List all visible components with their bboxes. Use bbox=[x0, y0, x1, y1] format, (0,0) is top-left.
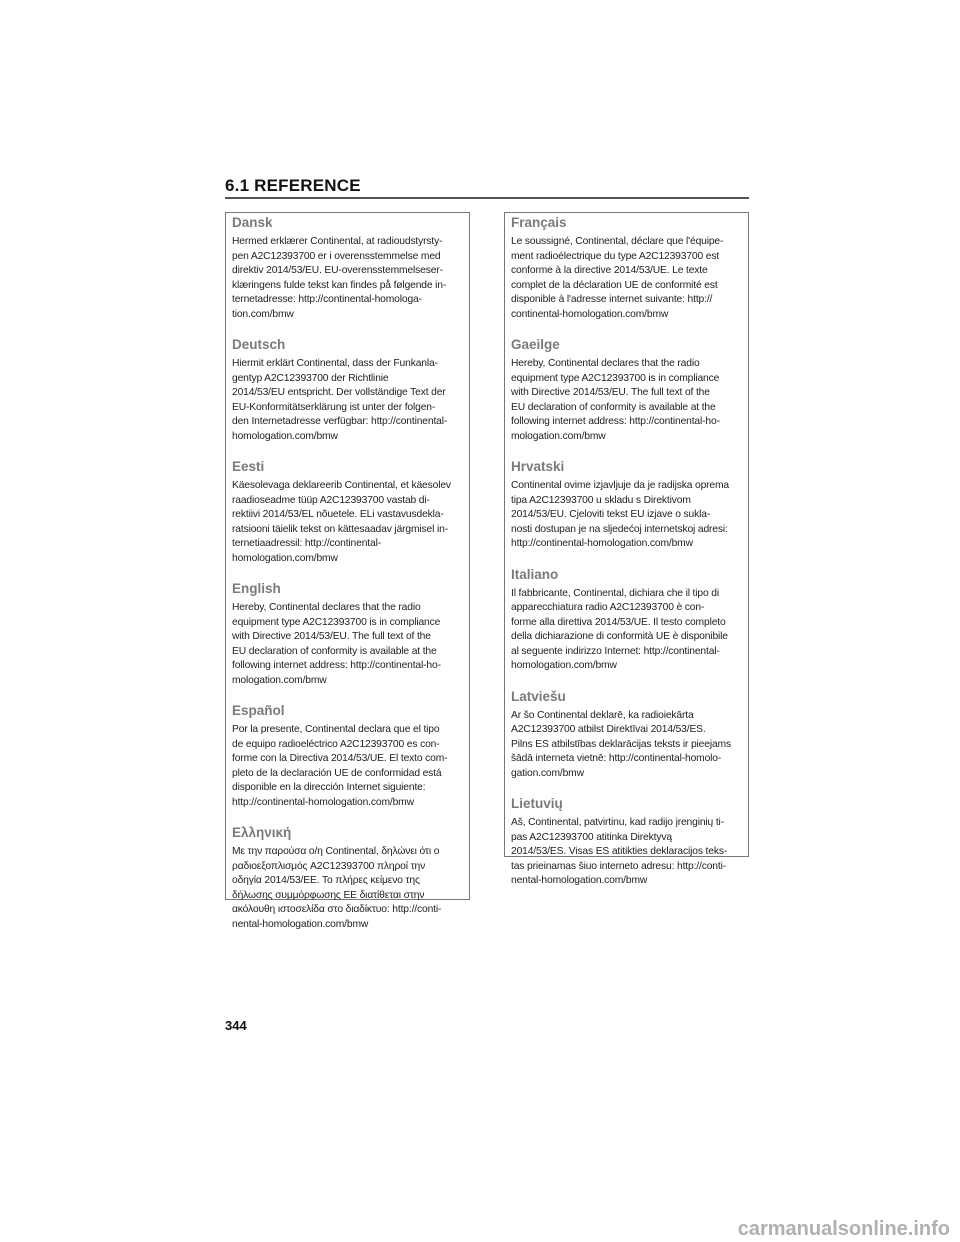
declaration-text: Hereby, Continental declares that the radio equipment type A2C12393700 is in compliance with Directive 2014/53/EU. The full text of the EU declaration of conformity is available at the following internet address: http://continental-ho- mologation.com/bmw bbox=[232, 602, 441, 686]
declaration-text: Με την παρούσα ο/η Continental, δηλώνει ότι ο ραδιοεξοπλισμός A2C12393700 πληροί την οδηγία 2014/53/ΕΕ. Το πλήρες κείμενο της δήλωσης συμμόρφωσης ΕΕ διατίθεται στην ακόλουθη ιστοσελίδα στο διαδίκτυο: http://conti- nental-homologation.com/bmw bbox=[232, 846, 442, 930]
declaration-text: Por la presente, Continental declara que el tipo de equipo radioeléctrico A2C12393700 es con- forme con la Directiva 2014/53/UE. El texto com- pleto de la declaración UE de conformidad está disponible en la dirección Internet siguiente: http://continental-homologation.com/bmw bbox=[232, 724, 448, 808]
heading-rule bbox=[225, 197, 749, 199]
right-declaration-column bbox=[504, 212, 749, 886]
declaration-eesti bbox=[232, 459, 462, 566]
declaration-lietuviu bbox=[511, 796, 741, 889]
declaration-text: Hereby, Continental declares that the radio equipment type A2C12393700 is in compliance with Directive 2014/53/EU. The full text of the EU declaration of conformity is available at the following internet address: http://continental-ho- mologation.com/bmw bbox=[511, 358, 720, 442]
declaration-text: Käesolevaga deklareerib Continental, et käesolev raadioseadme tüüp A2C12393700 vastab di- rektiivi 2014/53/EL nõuetele. ELi vastavusdekla- ratsiooni täielik tekst on kättesaadav järgmisel in- ternetiaadressil: http://continental- homologation.com/bmw bbox=[232, 480, 451, 564]
declaration-francais bbox=[511, 215, 741, 322]
watermark: carmanualsonline.info bbox=[737, 1218, 950, 1240]
language-title: Latviešu bbox=[511, 688, 566, 704]
declaration-deutsch bbox=[232, 337, 462, 444]
declaration-dansk bbox=[232, 215, 462, 322]
declaration-text: Il fabbricante, Continental, dichiara che il tipo di apparecchiatura radio A2C12393700 è con- forme alla direttiva 2014/53/UE. Il testo completo della dichiarazione di conformità UE è disponibile al seguente indirizzo Internet: http://continental- homologation.com/bmw bbox=[511, 587, 728, 671]
declaration-text: Hiermit erklärt Continental, dass der Funkanla- gentyp A2C12393700 der Richtlinie 2014/53/EU entspricht. Der vollständige Text der EU-Konformitätserklärung ist unter der folgen- den Internetadresse verfügbar: http://continental- homologation.com/bmw bbox=[232, 358, 448, 442]
language-title: Español bbox=[232, 703, 285, 718]
declaration-english bbox=[232, 581, 462, 688]
declaration-text: Le soussigné, Continental, déclare que l'équipe- ment radioélectrique du type A2C12393700 est conforme à la directive 2014/53/UE. Le texte complet de la déclaration UE de conformité est disponible à l'adresse internet suivante: http:// continental-homologation.com/bmw bbox=[511, 236, 724, 320]
language-title: English bbox=[232, 581, 281, 596]
declaration-italiano bbox=[511, 567, 741, 674]
language-title: Ελληνική bbox=[232, 825, 292, 840]
language-title: Dansk bbox=[232, 215, 273, 230]
declaration-latviesu bbox=[511, 689, 741, 782]
language-title: Italiano bbox=[511, 566, 559, 582]
declaration-hrvatski bbox=[511, 459, 741, 552]
language-title: Français bbox=[511, 215, 567, 230]
left-declaration-column bbox=[225, 212, 470, 930]
language-title: Gaeilge bbox=[511, 337, 560, 352]
language-title: Lietuvių bbox=[511, 796, 563, 811]
section-heading: 6.1 REFERENCE bbox=[225, 176, 361, 195]
declaration-gaeilge bbox=[511, 337, 741, 444]
language-title: Eesti bbox=[232, 459, 265, 474]
declaration-text: Hermed erklærer Continental, at radioudstyrsty- pen A2C12393700 er i overensstemmelse med direktiv 2014/53/EU. EU-overensstemmelseser- klæringens fulde tekst kan findes på følgende in- ternetadresse: http://continental-homologa- tion.com/bmw bbox=[232, 236, 447, 320]
declaration-espanol bbox=[232, 703, 462, 810]
language-title: Deutsch bbox=[232, 337, 286, 352]
declaration-text: Ar šo Continental deklarē, ka radioiekārta A2C12393700 atbilst Direktīvai 2014/53/ES. Pilns ES atbilstības deklarācijas teksts ir pieejams šādā interneta vietnē: http://continental-homolo- gation.com/bmw bbox=[511, 709, 731, 779]
declaration-text: Aš, Continental, patvirtinu, kad radijo įrenginių ti- pas A2C12393700 atitinka Direktyvą 2014/53/ES. Visas ES atitikties deklaracijos teks- tas prieinamas šiuo interneto adresu: http://conti- nental-homologation.com/bmw bbox=[511, 817, 728, 886]
declaration-ellinika bbox=[232, 825, 462, 932]
declaration-text: Continental ovime izjavljuje da je radijska oprema tipa A2C12393700 u skladu s Direktivom 2014/53/EU. Cjeloviti tekst EU izjave o sukla- nosti dostupan je na sljedećoj internetskoj adresi: http://continental-homologation.com/bmw bbox=[511, 480, 730, 549]
language-title: Hrvatski bbox=[511, 459, 565, 474]
page-number: 344 bbox=[225, 1018, 247, 1033]
